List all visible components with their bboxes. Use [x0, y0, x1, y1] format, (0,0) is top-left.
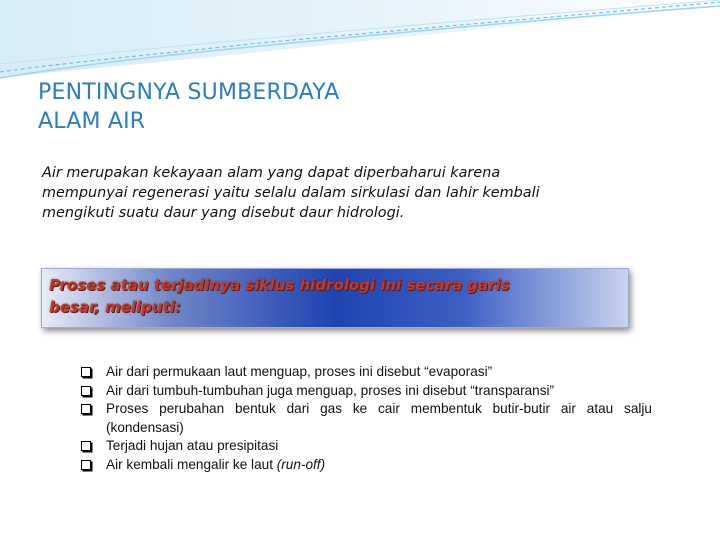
hydrology-banner	[41, 268, 629, 328]
list-item-text: Proses perubahan bentuk dari gas ke cair membentuk butir-butir air atau salju (kondensasi)	[106, 401, 652, 435]
list-item-text: Terjadi hujan atau presipitasi	[106, 438, 279, 453]
checkbox-square-icon	[81, 386, 91, 396]
top-wave-decoration	[0, 0, 720, 90]
banner-line-1: Proses atau terjadinya siklus hidrologi ini secara garis	[49, 276, 510, 294]
slide-title-line-2: ALAM AIR	[38, 109, 146, 134]
slide-title	[38, 78, 340, 136]
checkbox-square-icon	[81, 404, 91, 414]
intro-line-1: Air merupakan kekayaan alam yang dapat diperbaharui karena	[42, 165, 501, 181]
banner-text	[49, 274, 619, 318]
list-item	[80, 437, 652, 456]
checkbox-square-icon	[81, 460, 91, 470]
run-off-term: (run-off)	[276, 456, 326, 472]
checkbox-square-icon	[81, 367, 91, 377]
intro-line-3: mengikuti suatu daur yang disebut daur hidrologi.	[42, 205, 405, 221]
list-item-text: Air kembali mengalir ke laut	[106, 456, 277, 472]
list-item	[80, 456, 652, 475]
list-item-text: Air dari permukaan laut menguap, proses ini disebut “evaporasi”	[106, 364, 493, 379]
checkbox-square-icon	[81, 441, 91, 451]
slide-title-line-1: PENTINGNYA SUMBERDAYA	[38, 80, 340, 105]
list-item	[80, 400, 652, 437]
intro-paragraph	[42, 163, 682, 223]
hydrology-steps-list	[80, 363, 652, 474]
list-item	[80, 363, 652, 382]
list-item	[80, 382, 652, 401]
banner-line-2: besar, meliputi:	[49, 298, 181, 316]
intro-line-2: mempunyai regenerasi yaitu selalu dalam sirkulasi dan lahir kembali	[42, 185, 540, 201]
list-item-text: Air dari tumbuh-tumbuhan juga menguap, proses ini disebut “transparansi”	[106, 382, 555, 398]
